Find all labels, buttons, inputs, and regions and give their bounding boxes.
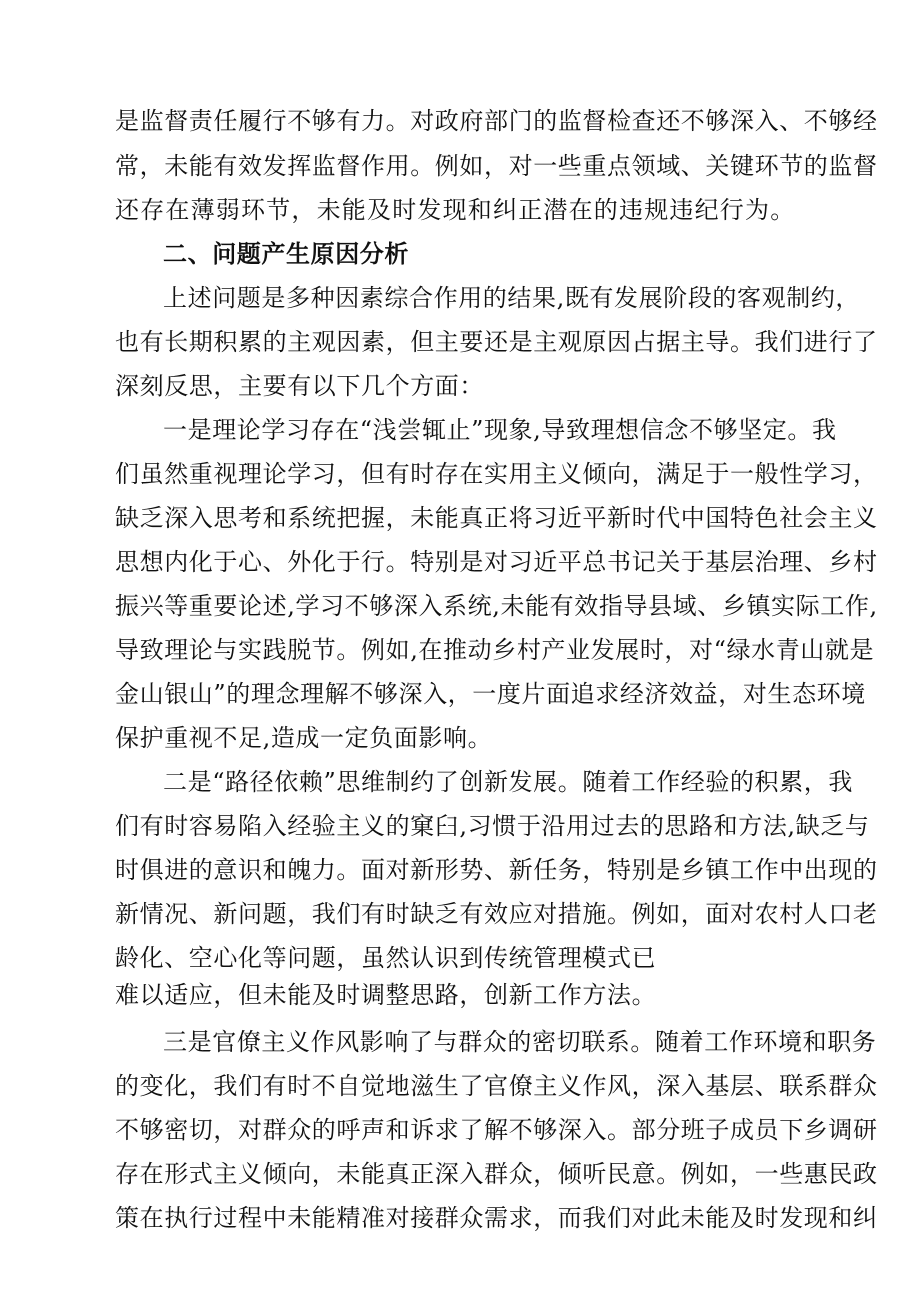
paragraph-line: 策在执行过程中未能精准对接群众需求，而我们对此未能及时发现和纠 <box>115 1204 878 1232</box>
paragraph-line: 金山银山”的理念理解不够深入，一度片面追求经济效益，对生态环境 <box>115 680 866 708</box>
paragraph-line: 保护重视不足,造成一定负面影响。 <box>115 724 493 752</box>
paragraph-line: 存在形式主义倾向，未能真正深入群众，倾听民意。例如，一些惠民政 <box>115 1160 878 1188</box>
paragraph-line: 振兴等重要论述,学习不够深入系统,未能有效指导县域、乡镇实际工作, <box>115 592 878 620</box>
paragraph-line: 常，未能有效发挥监督作用。例如，对一些重点领域、关键环节的监督 <box>115 152 878 180</box>
paragraph-line: 们有时容易陷入经验主义的窠臼,习惯于沿用过去的思路和方法,缺乏与 <box>115 812 870 840</box>
paragraph-line: 导致理论与实践脱节。例如,在推动乡村产业发展时，对“绿水青山就是 <box>115 636 875 664</box>
paragraph-line: 三是官僚主义作风影响了与群众的密切联系。随着工作环境和职务 <box>163 1028 877 1056</box>
paragraph-line: 还存在薄弱环节，未能及时发现和纠正潜在的违规违纪行为。 <box>115 196 796 224</box>
paragraph-line: 是监督责任履行不够有力。对政府部门的监督检查还不够深入、不够经 <box>115 107 878 135</box>
paragraph-line: 时俱进的意识和魄力。面对新形势、新任务，特别是乡镇工作中出现的 <box>115 856 878 884</box>
paragraph-line: 龄化、空心化等问题，虽然认识到传统管理模式已 <box>115 944 657 972</box>
section-heading: 二、问题产生原因分析 <box>163 239 409 268</box>
paragraph-line: 二是“路径依赖”思维制约了创新发展。随着工作经验的积累，我 <box>163 768 853 796</box>
paragraph-line: 深刻反思，主要有以下几个方面： <box>115 372 484 400</box>
paragraph-line: 难以适应，但未能及时调整思路，创新工作方法。 <box>115 981 657 1009</box>
paragraph-line: 不够密切，对群众的呼声和诉求了解不够深入。部分班子成员下乡调研 <box>115 1116 878 1144</box>
paragraph-line: 上述问题是多种因素综合作用的结果,既有发展阶段的客观制约， <box>163 284 861 312</box>
paragraph-line: 们虽然重视理论学习，但有时存在实用主义倾向，满足于一般性学习， <box>115 460 878 488</box>
paragraph-line: 新情况、新问题，我们有时缺乏有效应对措施。例如，面对农村人口老 <box>115 900 878 928</box>
paragraph-line: 也有长期积累的主观因素，但主要还是主观原因占据主导。我们进行了 <box>115 328 878 356</box>
paragraph-line: 的变化，我们有时不自觉地滋生了官僚主义作风，深入基层、联系群众 <box>115 1072 878 1100</box>
paragraph-line: 缺乏深入思考和系统把握，未能真正将习近平新时代中国特色社会主义 <box>115 504 878 532</box>
paragraph-line: 思想内化于心、外化于行。特别是对习近平总书记关于基层治理、乡村 <box>115 548 878 576</box>
paragraph-line: 一是理论学习存在“浅尝辄止”现象,导致理想信念不够坚定。我 <box>163 416 837 444</box>
